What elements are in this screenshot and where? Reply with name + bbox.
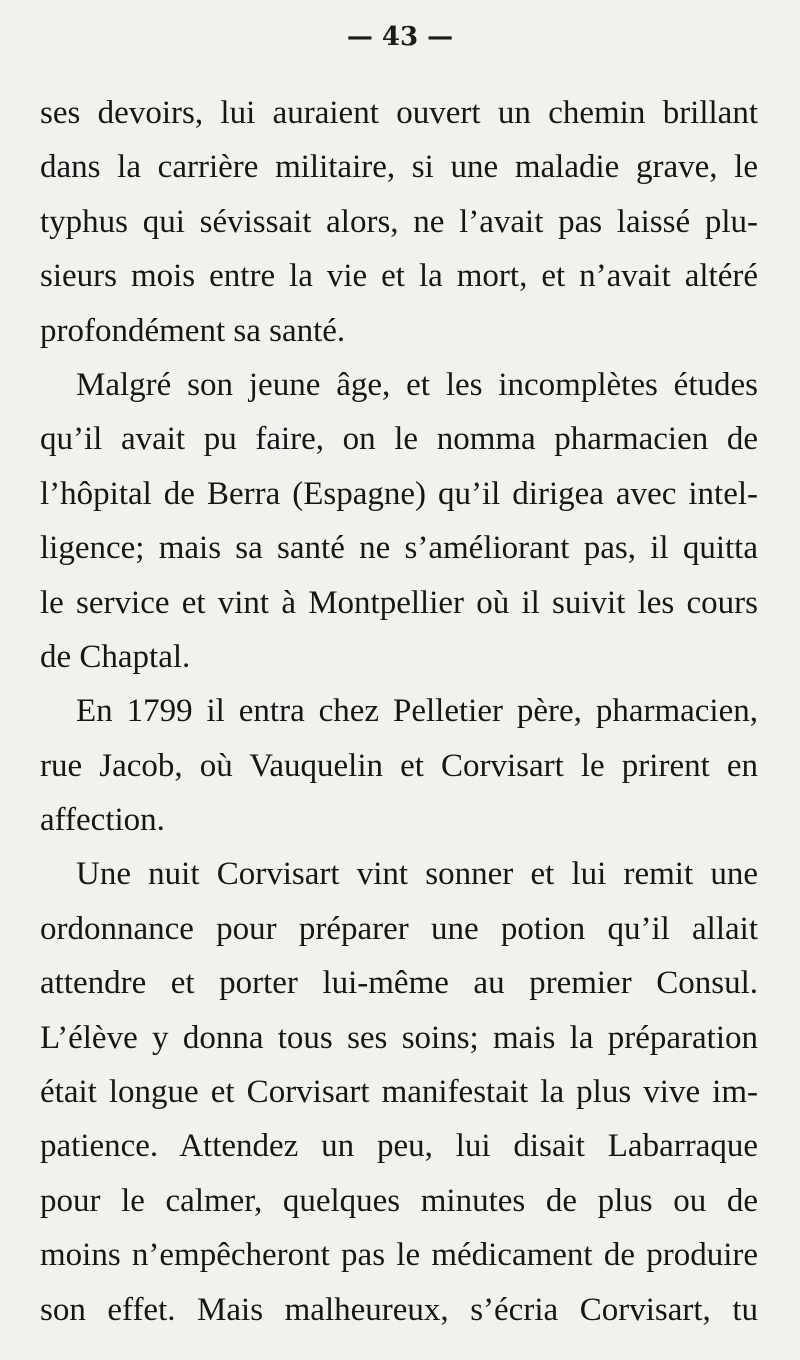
text-line: patience. Attendez un peu, lui disait Labarraque xyxy=(40,1128,758,1165)
text-line: de Chaptal. xyxy=(40,638,191,675)
text-line: sieurs mois entre la vie et la mort, et n’avait altéré xyxy=(40,258,758,295)
text-line: attendre et porter lui-même au premier Consul. xyxy=(40,965,758,1002)
text-line: moins n’empêcheront pas le médicament de produire xyxy=(40,1237,758,1274)
text-line: ses devoirs, lui auraient ouvert un chemin brillant xyxy=(40,95,758,131)
text-line: typhus qui sévissait alors, ne l’avait pas laissé plu- xyxy=(40,203,758,240)
text-line: Une nuit Corvisart vint sonner et lui remit une xyxy=(76,856,758,893)
text-line: l’hôpital de Berra (Espagne) qu’il dirigea avec intel- xyxy=(40,475,758,512)
text-line: pour le calmer, quelques minutes de plus ou de xyxy=(40,1182,758,1219)
text-line: dans la carrière militaire, si une maladie grave, le xyxy=(40,149,758,186)
body-text xyxy=(40,86,758,1337)
text-line: était longue et Corvisart manifestait la plus vive im- xyxy=(40,1074,758,1111)
text-line: rue Jacob, où Vauquelin et Corvisart le prirent en xyxy=(40,747,758,784)
text-line: qu’il avait pu faire, on le nomma pharmacien de xyxy=(40,421,758,458)
text-line: ordonnance pour préparer une potion qu’il allait xyxy=(40,910,758,947)
text-line: profondément sa santé. xyxy=(40,312,346,349)
text-line: Malgré son jeune âge, et les incomplètes études xyxy=(76,366,758,403)
text-line: ligence; mais sa santé ne s’améliorant pas, il quitta xyxy=(40,530,758,567)
text-line: son effet. Mais malheureux, s’écria Corvisart, tu xyxy=(40,1291,758,1328)
text-line: affection. xyxy=(40,802,165,839)
page-number: — 43 — xyxy=(346,22,454,52)
text-line: le service et vint à Montpellier où il suivit les cours xyxy=(40,584,758,621)
text-line: En 1799 il entra chez Pelletier père, pharmacien, xyxy=(76,693,758,730)
text-line: L’élève y donna tous ses soins; mais la préparation xyxy=(40,1019,758,1056)
